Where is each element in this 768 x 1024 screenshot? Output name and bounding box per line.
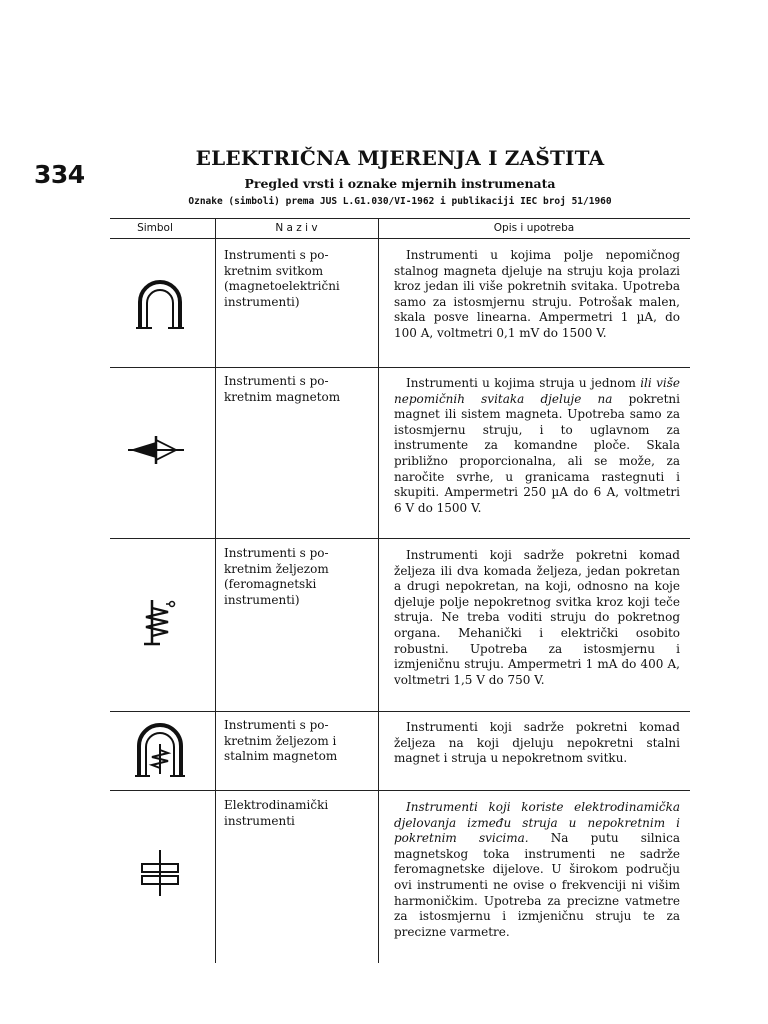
row-description <box>394 800 680 940</box>
description-text: pokretni magnet ili sistem magneta. Upotreba samo za istosmjernu struju, i to uglavnom za instrumente za komandne ploče. Skala približno proporcionalna, ali se može, za naročite svrhe, u granicama rastegnuti i skupiti. Ampermetri 250 µA do 6 A, voltmetri 6 V do 1500 V. <box>394 391 680 515</box>
row-name: Instrumenti s po-kretnim magnetom <box>224 374 341 404</box>
column-header-description: Opis i upotreba <box>493 222 575 234</box>
page-number: 334 <box>34 160 85 189</box>
table-top-rule <box>110 218 690 219</box>
electrodynamic-instrument-icon <box>138 848 182 902</box>
instrument-table <box>110 218 690 963</box>
standards-note: Oznake (simboli) prema JUS L.G1.030/VI-1962 i publikaciji IEC broj 51/1960 <box>188 196 612 207</box>
row-name: Elektrodinamički instrumenti <box>224 798 329 828</box>
row-separator <box>110 711 690 712</box>
row-description <box>394 376 680 516</box>
description-text: Instrumenti u kojima struja u jednom <box>406 376 636 390</box>
row-name: Instrumenti s po-kretnim željezom (feromagnetski instrumenti) <box>224 546 329 607</box>
row-separator <box>110 367 690 368</box>
description-text: Na putu silnica magnetskog toka instrumenti ne sadrže feromagnetske dijelove. U širokom području ovi instrumenti ne ovise o frekvenciji ni višim harmoničkim. Upotreba za precizne vatmetre za istosmjernu i izmjeničnu struju te za precizne varmetre. <box>394 831 680 939</box>
column-divider <box>215 218 216 963</box>
moving-iron-instrument-icon <box>136 596 186 652</box>
row-description: Instrumenti koji sadrže pokretni komad željeza ili dva komada željeza, jedan pokretan a drugi nepokretan, na koji, odnosno na koje djeluje polje nepokretnog svitka kroz koji teče struja. Ne treba voditi struju do pokretnog organa. Mehanički i električki osobito robustni. Upotreba za istosmjernu i izmjeničnu struju. Ampermetri 1 mA do 400 A, voltmetri 1,5 V do 750 V. <box>394 548 680 687</box>
row-description: Instrumenti u kojima polje nepomičnog stalnog magneta djeluje na struju koja prolazi kroz jedan ili više pokretnih svitaka. Upotreba samo za istosmjernu struju. Potrošak malen, skala posve linearna. Ampermetri 1 µA, do 100 A, voltmetri 0,1 mV do 1500 V. <box>394 248 680 340</box>
column-header-symbol: Simbol <box>137 222 173 234</box>
description-italic-text: ili više nepomičnih svitaka djeluje na <box>394 376 680 406</box>
row-name: Instrumenti s po-kretnim svitkom (magnetoelektrični instrumenti) <box>224 248 340 309</box>
moving-magnet-instrument-icon <box>126 432 186 472</box>
row-separator <box>110 538 690 539</box>
row-name: Instrumenti s po-kretnim željezom i stalnim magnetom <box>224 718 338 763</box>
page-title: ELEKTRIČNA MJERENJA I ZAŠTITA <box>195 146 605 170</box>
header-bottom-rule <box>110 238 690 239</box>
row-description: Instrumenti koji sadrže pokretni komad željeza na koji djeluju nepokretni stalni magnet i struja u nepokretnom svitku. <box>394 720 680 766</box>
column-divider <box>378 218 379 963</box>
moving-iron-permanent-magnet-icon <box>132 720 188 786</box>
row-separator <box>110 790 690 791</box>
description-italic-text: Instrumenti koji koriste elektrodinamička djelovanja između struja u nepokretnim i pokretnim svicima. <box>394 800 680 846</box>
moving-coil-instrument-icon <box>132 278 188 338</box>
page-subtitle: Pregled vrsti i oznake mjernih instrumenata <box>244 176 556 191</box>
column-header-name: N a z i v <box>275 222 318 234</box>
